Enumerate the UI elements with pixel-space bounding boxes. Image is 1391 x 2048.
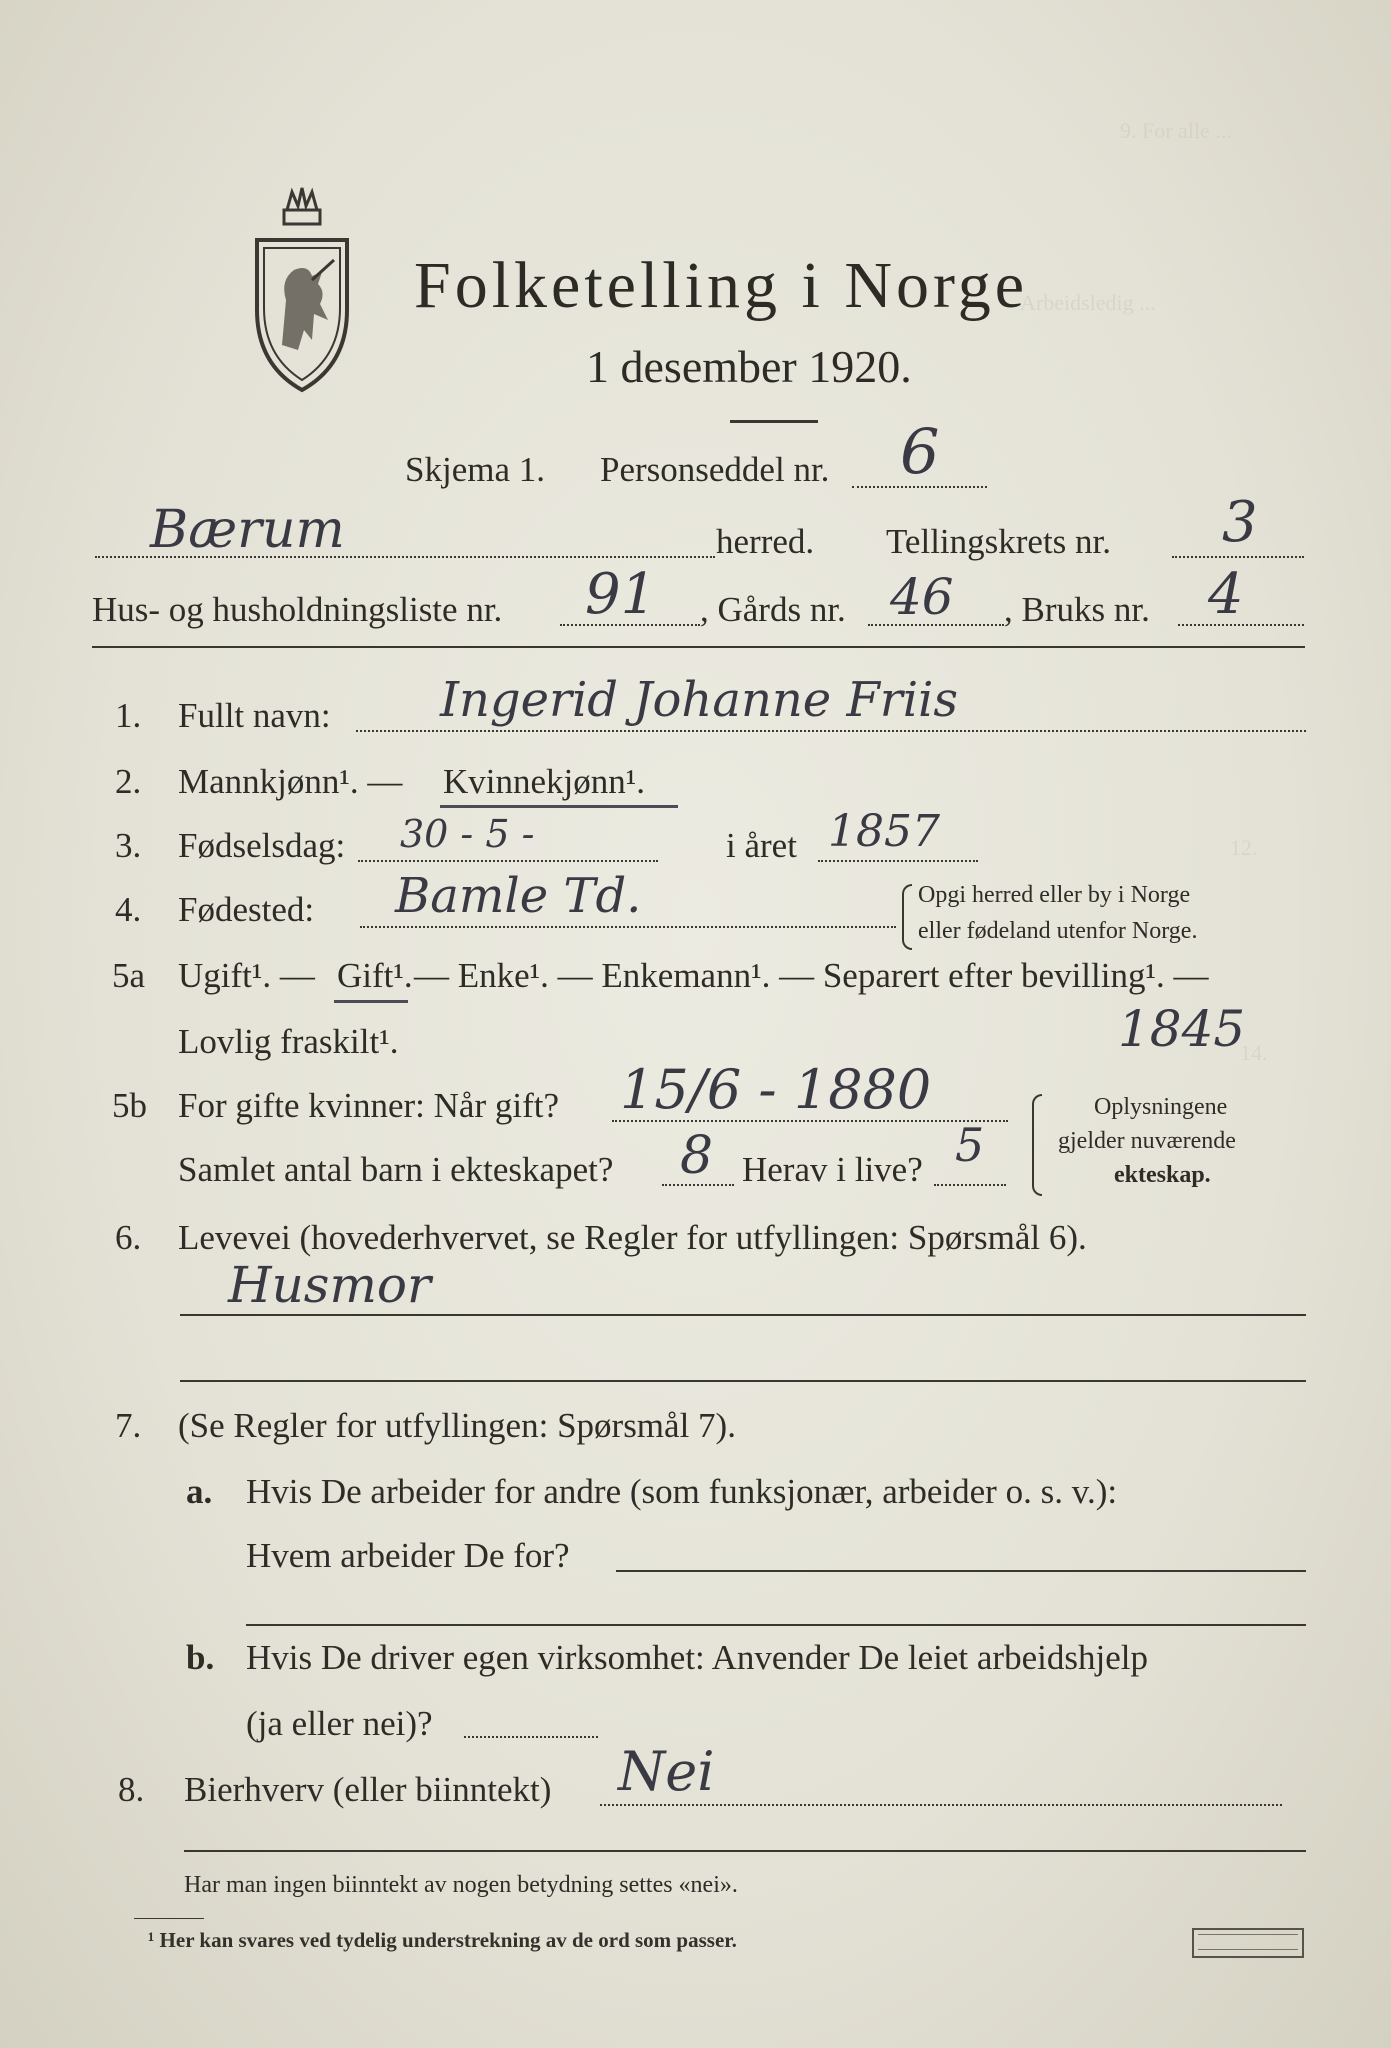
q7b-letter: b. <box>186 1638 215 1677</box>
tellingskrets-field[interactable] <box>1172 556 1304 558</box>
q1-label: Fullt navn: <box>178 696 331 735</box>
hus-label: Hus- og husholdningsliste nr. <box>92 590 503 629</box>
bruks-label: , Bruks nr. <box>1004 590 1150 629</box>
q8-label: Bierhverv (eller biinntekt) <box>184 1770 552 1809</box>
q5b-note-line1: Oplysningene <box>1094 1094 1228 1120</box>
q4-note-line1: Opgi herred eller by i Norge <box>918 882 1191 908</box>
q2-female-option: Kvinnekjønn¹. <box>443 762 646 801</box>
hired-help-field[interactable] <box>464 1736 598 1738</box>
employer-field[interactable] <box>616 1570 1306 1572</box>
q7-number: 7. <box>115 1406 142 1445</box>
birthday-value: 30 - 5 - <box>400 812 535 856</box>
q5a-married-option: Gift¹. <box>337 956 413 995</box>
q5b-alive-label: Herav i live? <box>742 1150 923 1189</box>
birth-year-field[interactable] <box>818 860 978 862</box>
q4-note-line2: eller fødeland utenfor Norge. <box>918 918 1198 944</box>
q4-number: 4. <box>115 890 142 929</box>
q3-year-label: i året <box>726 826 797 865</box>
form-title: Folketelling i Norge <box>414 249 1029 322</box>
q7-label: (Se Regler for utfyllingen: Spørsmål 7). <box>178 1406 736 1445</box>
full-name-field[interactable] <box>356 730 1306 732</box>
title-divider <box>730 420 818 423</box>
side-income-field-line2[interactable] <box>184 1850 1306 1852</box>
printer-stamp-icon <box>1192 1928 1304 1958</box>
q2-number: 2. <box>115 762 142 801</box>
herred-value: Bærum <box>150 500 345 560</box>
occupation-field[interactable] <box>180 1314 1306 1316</box>
children-count-value: 8 <box>680 1126 714 1186</box>
children-alive-value: 5 <box>955 1118 985 1172</box>
q1-number: 1. <box>115 696 142 735</box>
gards-label: , Gårds nr. <box>700 590 846 629</box>
q5b-note-line2: gjelder nuværende <box>1058 1128 1236 1154</box>
gards-value: 46 <box>890 568 954 626</box>
form-date: 1 desember 1920. <box>586 341 912 392</box>
q5b-note-line3: ekteskap. <box>1114 1162 1211 1188</box>
tellingskrets-label: Tellingskrets nr. <box>886 522 1112 561</box>
full-name-value: Ingerid Johanne Friis <box>440 672 959 728</box>
birthplace-value: Bamle Td. <box>395 868 642 924</box>
q5a-margin-value: 1845 <box>1118 1000 1246 1058</box>
footnote: ¹ Her kan svares ved tydelig understrekning av de ord som passer. <box>148 1928 737 1952</box>
employer-field-line2[interactable] <box>246 1624 1306 1626</box>
q5b-label: For gifte kvinner: Når gift? <box>178 1086 560 1125</box>
occupation-value: Husmor <box>228 1256 431 1314</box>
birth-year-value: 1857 <box>828 806 940 857</box>
income-note: Har man ingen biinntekt av nogen betydning settes «nei». <box>184 1872 738 1898</box>
q6-number: 6. <box>115 1218 142 1257</box>
q8-number: 8. <box>118 1770 145 1809</box>
bleed-through-text: 12. <box>1230 835 1258 860</box>
bruks-value: 4 <box>1208 562 1244 627</box>
header-separator-line <box>92 646 1305 648</box>
q7b-yes-no-label: (ja eller nei)? <box>246 1704 433 1743</box>
side-income-value: Nei <box>618 1740 715 1803</box>
q5a-number: 5a <box>112 956 146 995</box>
tellingskrets-value: 3 <box>1222 490 1258 555</box>
q3-number: 3. <box>115 826 142 865</box>
q5b-children-label: Samlet antal barn i ekteskapet? <box>178 1150 614 1189</box>
personseddel-value: 6 <box>900 415 940 488</box>
coat-of-arms-icon <box>242 180 362 400</box>
birthday-field[interactable] <box>358 860 658 862</box>
q7a-letter: a. <box>186 1472 213 1511</box>
footnote-divider <box>134 1918 204 1919</box>
q5b-number: 5b <box>112 1086 147 1125</box>
children-alive-field[interactable] <box>934 1184 1006 1186</box>
q7a-employer-label: Hvem arbeider De for? <box>246 1536 570 1575</box>
q5a-other-options: — Enke¹. — Enkemann¹. — Separert efter bevilling¹. — <box>414 956 1209 995</box>
q4-note-brace <box>902 884 912 950</box>
q5b-note-brace <box>1032 1094 1042 1196</box>
bleed-through-text: 9. For alle ... <box>1120 118 1232 143</box>
q2-underline-mark <box>440 805 678 808</box>
personseddel-label: Personseddel nr. <box>600 450 830 489</box>
marriage-date-value: 15/6 - 1880 <box>620 1058 932 1121</box>
q3-label: Fødselsdag: <box>178 826 346 865</box>
q5a-unmarried-option: Ugift¹. — <box>178 956 315 995</box>
q5a-underline-mark <box>334 1000 408 1003</box>
q7b-question: Hvis De driver egen virksomhet: Anvender De leiet arbeidshjelp <box>246 1638 1148 1677</box>
herred-label: herred. <box>716 522 815 561</box>
hus-value: 91 <box>585 562 657 627</box>
schema-label: Skjema 1. <box>405 450 545 489</box>
q7a-question: Hvis De arbeider for andre (som funksjonær, arbeider o. s. v.): <box>246 1472 1118 1511</box>
bleed-through-text: 14. <box>1240 1040 1268 1065</box>
occupation-field-line2[interactable] <box>180 1380 1306 1382</box>
side-income-field[interactable] <box>600 1804 1282 1806</box>
q2-male-option: Mannkjønn¹. — <box>178 762 403 801</box>
q4-label: Fødested: <box>178 890 315 929</box>
q5a-divorced-option: Lovlig fraskilt¹. <box>178 1022 399 1061</box>
q6-label: Levevei (hovederhvervet, se Regler for utfyllingen: Spørsmål 6). <box>178 1218 1087 1257</box>
bleed-through-text: Arbeidsledig ... <box>1020 290 1156 315</box>
birthplace-field[interactable] <box>360 926 896 928</box>
